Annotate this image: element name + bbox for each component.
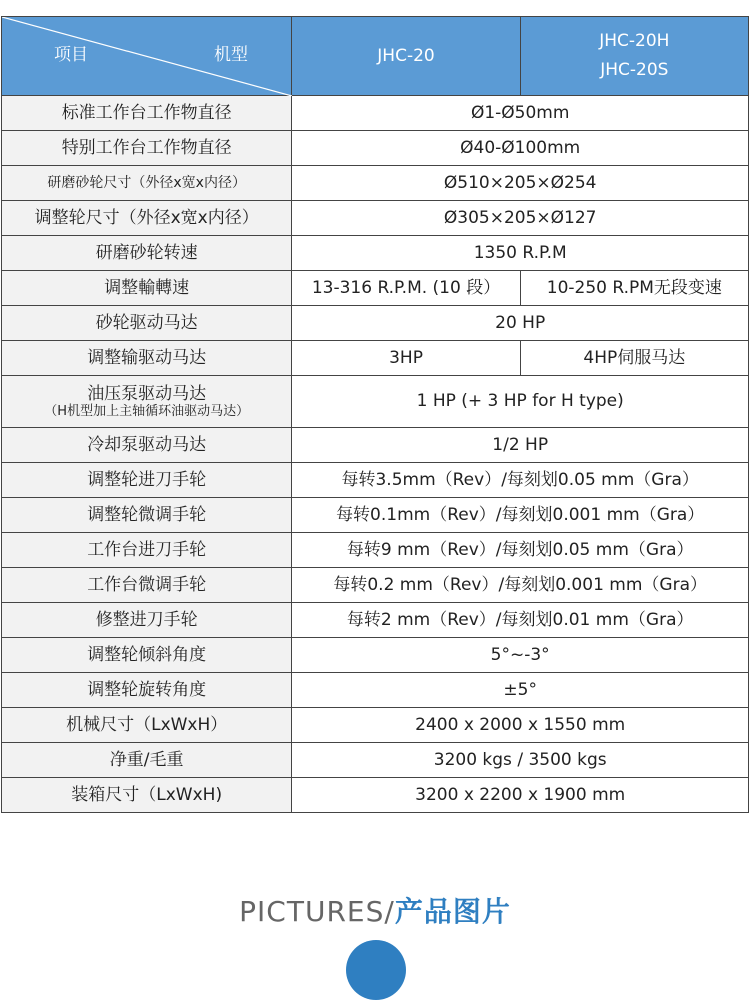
table-row [2,306,749,341]
row-label: 调整輸轉速 [2,271,292,306]
table-row [2,96,749,131]
table-row [2,131,749,166]
table-row [2,778,749,813]
row-sublabel: （H机型加上主轴循环油驱动马达） [44,403,250,419]
row-value: 每转2 mm（Rev）/每刻划0.01 mm（Gra） [292,603,749,638]
table-row [2,603,749,638]
table-row [2,568,749,603]
row-value: Ø1-Ø50mm [292,96,749,131]
table-row [2,533,749,568]
header-model-b [520,17,748,96]
spec-table [1,16,749,813]
row-label: 特别工作台工作物直径 [2,131,292,166]
header-corner-cell [2,17,292,96]
row-label: 砂轮驱动马达 [2,306,292,341]
row-value-b: 10-250 R.PM无段变速 [520,271,748,306]
row-value: 1 HP (+ 3 HP for H type) [292,376,749,428]
row-label: 修整进刀手轮 [2,603,292,638]
row-label: 标准工作台工作物直径 [2,96,292,131]
row-label: 装箱尺寸（LxWxH) [2,778,292,813]
row-value: 每转3.5mm（Rev）/每刻划0.05 mm（Gra） [292,463,749,498]
row-label: 油压泵驱动马达 [87,383,207,404]
row-label: 研磨砂轮转速 [2,236,292,271]
table-row [2,341,749,376]
row-label: 工作台微调手轮 [2,568,292,603]
table-row [2,376,749,428]
table-row [2,498,749,533]
corner-diagonal-line [2,17,292,96]
row-value-a: 13-316 R.P.M. (10 段） [292,271,520,306]
row-label-cell [2,376,292,428]
section-badge-icon [346,940,406,1000]
pictures-section-title [0,890,750,930]
row-label: 工作台进刀手轮 [2,533,292,568]
table-row [2,708,749,743]
row-value: Ø510×205×Ø254 [292,166,749,201]
row-value: 2400 x 2000 x 1550 mm [292,708,749,743]
table-row [2,271,749,306]
row-value: 每转9 mm（Rev）/每刻划0.05 mm（Gra） [292,533,749,568]
row-value: Ø40-Ø100mm [292,131,749,166]
table-row [2,201,749,236]
row-value: 每转0.1mm（Rev）/每刻划0.001 mm（Gra） [292,498,749,533]
table-row [2,428,749,463]
row-label: 调整轮倾斜角度 [2,638,292,673]
row-label: 调整轮微调手轮 [2,498,292,533]
header-item-label: 项目 [54,45,88,65]
row-label: 研磨砂轮尺寸（外径x宽x内径） [2,166,292,201]
row-label: 调整轮旋转角度 [2,673,292,708]
row-value-b: 4HP伺服马达 [520,341,748,376]
table-row [2,463,749,498]
row-value: 3200 kgs / 3500 kgs [292,743,749,778]
header-model-b-line1: JHC-20H [599,31,670,51]
header-model-a: JHC-20 [292,17,520,96]
row-value: 每转0.2 mm（Rev）/每刻划0.001 mm（Gra） [292,568,749,603]
table-row [2,743,749,778]
section-title-en: PICTURES/ [239,895,395,928]
row-value: 1350 R.P.M [292,236,749,271]
table-header-row [2,17,749,96]
row-value: ±5° [292,673,749,708]
table-row [2,638,749,673]
row-label: 调整轮进刀手轮 [2,463,292,498]
table-row [2,166,749,201]
row-value: 20 HP [292,306,749,341]
header-model-b-line2: JHC-20S [600,60,669,80]
row-label: 机械尺寸（LxWxH） [2,708,292,743]
header-model-label: 机型 [214,45,248,65]
row-label: 调整轮尺寸（外径x宽x内径） [2,201,292,236]
section-title-cn: 产品图片 [394,895,511,928]
row-label: 冷却泵驱动马达 [2,428,292,463]
row-value: 5°~-3° [292,638,749,673]
row-label: 净重/毛重 [2,743,292,778]
table-row [2,236,749,271]
row-value: 1/2 HP [292,428,749,463]
table-row [2,673,749,708]
row-value: 3200 x 2200 x 1900 mm [292,778,749,813]
row-label: 调整输驱动马达 [2,341,292,376]
row-value: Ø305×205×Ø127 [292,201,749,236]
row-value-a: 3HP [292,341,520,376]
